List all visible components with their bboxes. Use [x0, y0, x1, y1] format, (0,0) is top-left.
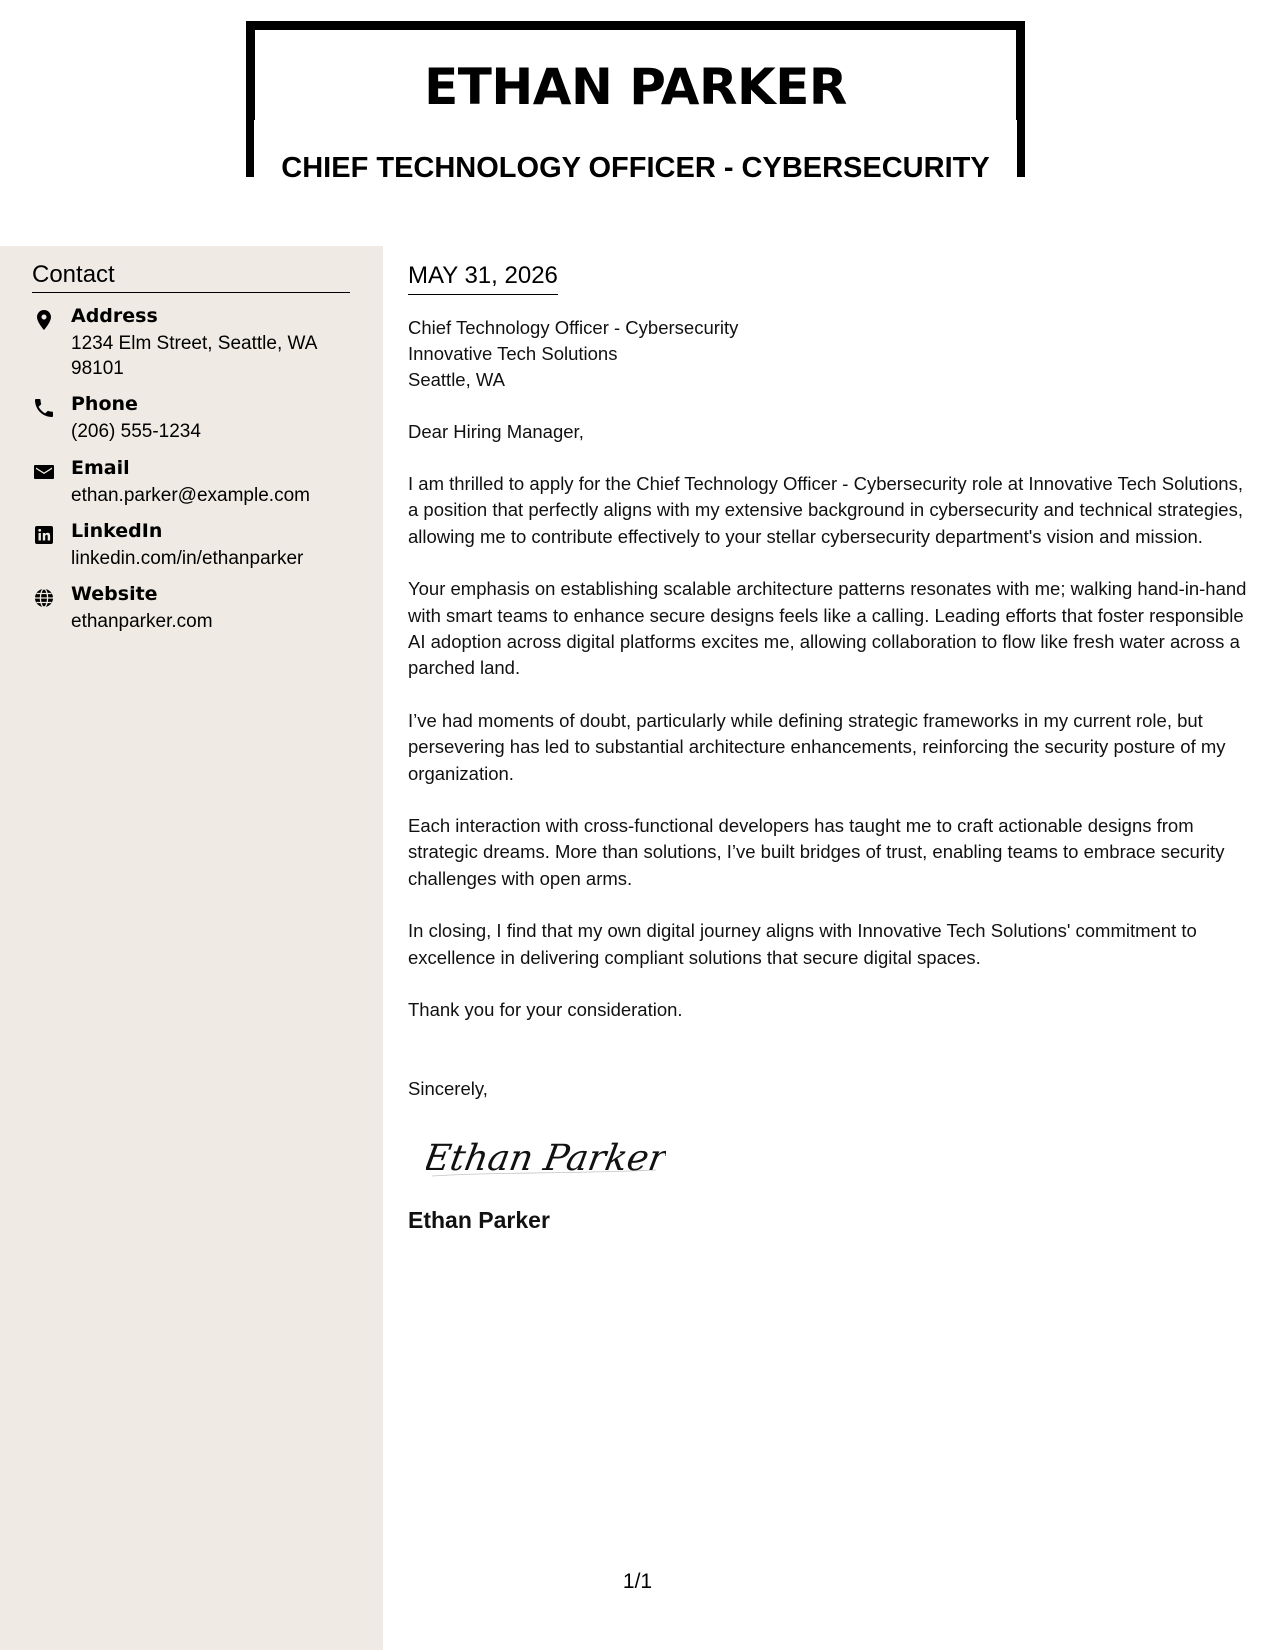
- page-number: 1/1: [622, 1570, 653, 1593]
- body-paragraph: Thank you for your consideration.: [408, 999, 683, 1021]
- recipient-line: Innovative Tech Solutions: [408, 343, 618, 364]
- phone-icon: [32, 396, 56, 420]
- contact-label: Address: [71, 305, 158, 327]
- recipient-line: Chief Technology Officer - Cybersecurity: [408, 317, 739, 338]
- signature-text: Ethan Parker: [426, 1135, 666, 1179]
- salutation: Dear Hiring Manager,: [408, 421, 584, 442]
- globe-icon: [32, 586, 56, 610]
- contact-label: Email: [71, 457, 130, 479]
- handwritten-signature: [426, 1126, 666, 1190]
- location-pin-icon: [32, 308, 56, 332]
- contact-value-address: 1234 Elm Street, Seattle, WA 98101: [71, 333, 317, 379]
- contact-sidebar: [0, 246, 383, 1650]
- contact-label: Phone: [71, 393, 138, 415]
- body-paragraph: I’ve had moments of doubt, particularly while defining strategic frameworks in my current role, but persevering has led to substantial architecture enhancements, reinforcing the security posture of my organization.: [408, 709, 1226, 784]
- letter-date: MAY 31, 2026: [408, 262, 558, 295]
- closing: Sincerely,: [408, 1077, 488, 1099]
- envelope-icon: [32, 460, 56, 484]
- body-paragraph: I am thrilled to apply for the Chief Technology Officer - Cybersecurity role at Innovative Tech Solutions, a position that perfectly aligns with my extensive background in cybersecurity and technical strategies, allowing me to contribute effectively to your stellar cybersecurity department's vision and mission.: [408, 473, 1243, 547]
- contact-label: LinkedIn: [71, 520, 163, 542]
- body-paragraph: Each interaction with cross-functional developers has taught me to craft actionable designs from strategic dreams. More than solutions, I’ve built bridges of trust, enabling teams to embrace security challenges with open arms.: [408, 815, 1225, 889]
- candidate-name: ETHAN PARKER: [424, 58, 847, 116]
- signer-name: Ethan Parker: [408, 1206, 550, 1233]
- body-paragraph: Your emphasis on establishing scalable architecture patterns resonates with me; walking hand-in-hand with smart teams to enhance secure designs feels like a calling. Leading efforts that foster responsible AI adoption across digital platforms excites me, allowing collaboration to flow like fresh water across a parched land.: [408, 578, 1247, 679]
- contact-heading: Contact: [32, 261, 350, 293]
- job-title: CHIEF TECHNOLOGY OFFICER - CYBERSECURITY: [281, 152, 990, 184]
- recipient-block: [408, 315, 1248, 393]
- contact-label: Website: [71, 583, 158, 605]
- letter-body: [408, 262, 1248, 1234]
- contact-value-email: ethan.parker@example.com: [71, 485, 310, 506]
- body-paragraph: In closing, I find that my own digital journey aligns with Innovative Tech Solutions' commitment to excellence in delivering compliant solutions that secure digital spaces.: [408, 920, 1197, 968]
- contact-value-linkedin: linkedin.com/in/ethanparker: [71, 548, 304, 569]
- recipient-line: Seattle, WA: [408, 369, 505, 390]
- linkedin-icon: [32, 523, 56, 547]
- contact-value-website: ethanparker.com: [71, 611, 213, 632]
- contact-value-phone: (206) 555-1234: [71, 421, 201, 442]
